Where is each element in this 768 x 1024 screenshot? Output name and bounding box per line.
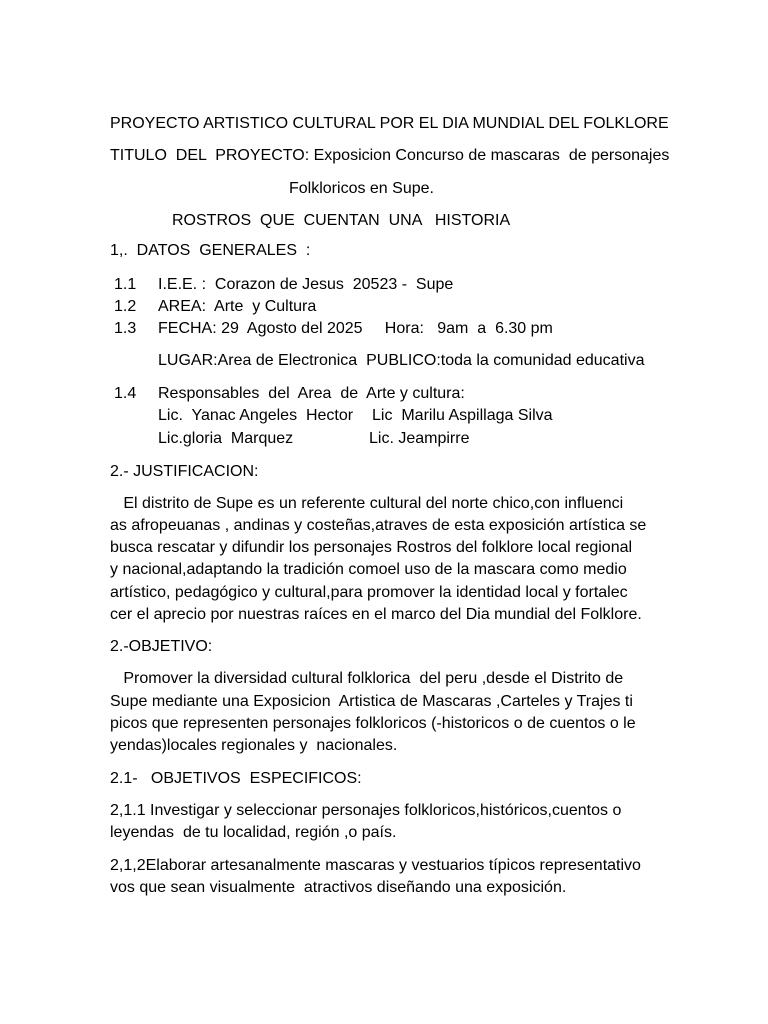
paragraph-line: leyendas de tu localidad, región ,o país.	[110, 824, 397, 841]
item-text: FECHA: 29 Agosto del 2025 Hora: 9am a 6.30 pm	[158, 320, 553, 337]
paragraph-line: as afropeuanas , andinas y costeñas,atraves de esta exposición artística se	[110, 517, 647, 534]
lugar-line: LUGAR:Area de Electronica PUBLICO:toda la comunidad educativa	[158, 352, 645, 369]
paragraph-line: y nacional,adaptando la tradición comoel uso de la mascara como medio	[110, 561, 627, 578]
item-number: 1.4	[114, 385, 137, 402]
project-title-line1: TITULO DEL PROYECTO: Exposicion Concurso de mascaras de personajes	[110, 147, 670, 164]
responsable-4: Lic. Jeampirre	[369, 430, 470, 447]
paragraph-line: yendas)locales regionales y nacionales.	[110, 737, 398, 754]
item-text: AREA: Arte y Cultura	[158, 298, 317, 315]
item-number: 1.1	[114, 276, 137, 293]
item-number: 1.2	[114, 298, 137, 315]
paragraph-line: cer el aprecio por nuestras raíces en el marco del Dia mundial del Folklore.	[110, 606, 642, 623]
paragraph-line: Supe mediante una Exposicion Artistica de Mascaras ,Carteles y Trajes ti	[110, 693, 633, 710]
responsable-3: Lic.gloria Marquez	[158, 430, 294, 447]
paragraph-line: 2,1,2Elaborar artesanalmente mascaras y vestuarios típicos representativo	[110, 857, 641, 874]
paragraph-line: El distrito de Supe es un referente cultural del norte chico,con influenci	[110, 495, 624, 512]
responsable-1: Lic. Yanac Angeles Hector	[158, 407, 354, 424]
paragraph-line: picos que representen personajes folkloricos (-historicos o de cuentos o le	[110, 715, 636, 732]
paragraph-line: busca rescatar y difundir los personajes Rostros del folklore local regional	[110, 539, 633, 556]
section1-heading: 1,. DATOS GENERALES :	[110, 242, 311, 259]
justificacion-heading: 2.- JUSTIFICACION:	[110, 463, 259, 480]
document-title: PROYECTO ARTISTICO CULTURAL POR EL DIA MUNDIAL DEL FOLKLORE	[110, 115, 669, 132]
responsable-2: Lic Marilu Aspillaga Silva	[372, 407, 553, 424]
paragraph-line: 2,1.1 Investigar y seleccionar personajes folkloricos,históricos,cuentos o	[110, 802, 622, 819]
objetivo-heading: 2.-OBJETIVO:	[110, 638, 213, 655]
item-number: 1.3	[114, 320, 137, 337]
item-text: Responsables del Area de Arte y cultura:	[158, 385, 465, 402]
project-title-line2: Folkloricos en Supe.	[289, 180, 434, 197]
item-text: I.E.E. : Corazon de Jesus 20523 - Supe	[158, 276, 454, 293]
objetivos-especificos-heading: 2.1- OBJETIVOS ESPECIFICOS:	[110, 770, 362, 787]
project-subtitle: ROSTROS QUE CUENTAN UNA HISTORIA	[172, 212, 511, 229]
paragraph-line: artístico, pedagógico y cultural,para promover la identidad local y fortalec	[110, 584, 628, 601]
paragraph-line: vos que sean visualmente atractivos diseñando una exposición.	[110, 879, 567, 896]
paragraph-line: Promover la diversidad cultural folklorica del peru ,desde el Distrito de	[110, 670, 624, 687]
